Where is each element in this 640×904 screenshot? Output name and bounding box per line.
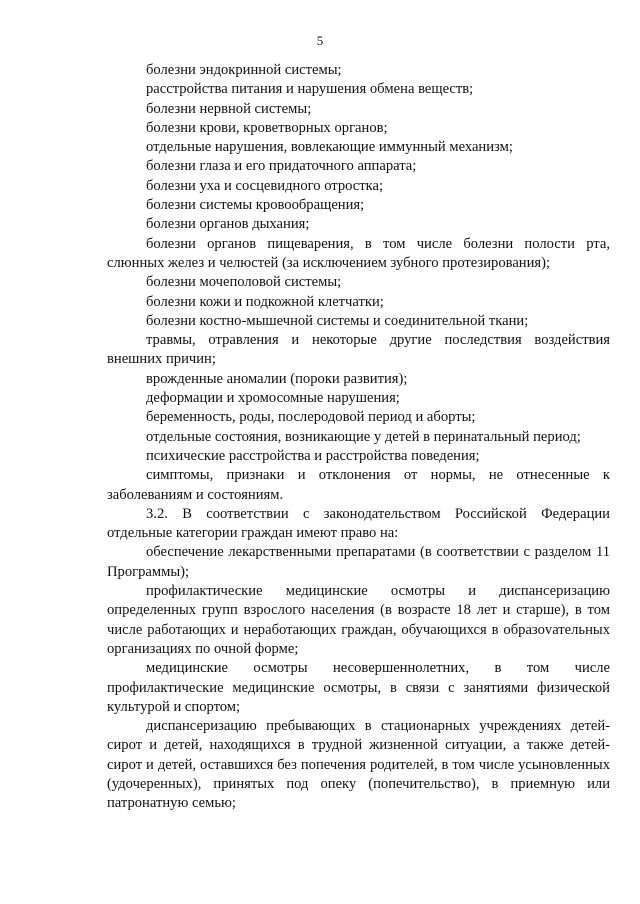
list-item-genitourinary: болезни мочеполовой системы; [146,274,342,291]
list-item-symptoms: симптомы, признаки и отклонения от нормы, не отнесенные к заболеваниям и состояниям. [107,467,610,503]
list-item-musculoskeletal: болезни костно-мышечной системы и соединительной ткани; [146,312,529,329]
list-item-pregnancy: беременность, роды, послеродовой период и аборты; [146,409,476,426]
list-item-respiratory: болезни органов дыхания; [146,216,310,233]
page-number: 5 [316,33,324,48]
list-item-chromosomal: деформации и хромосомные нарушения; [146,390,400,407]
list-item-congenital: врожденные аномалии (пороки развития); [146,370,408,387]
list-item-nutrition: расстройства питания и нарушения обмена веществ; [146,81,474,98]
list-item-mental: психические расстройства и расстройства поведения; [146,447,480,464]
list-item-circulatory: болезни системы кровообращения; [146,197,365,214]
list-item-perinatal: отдельные состояния, возникающие у детей в перинатальный период; [146,428,581,445]
list-item-digestive: болезни органов пищеварения, в том числе болезни полости рта, слюнных желез и челюстей (за исключением зубного протезирования); [107,235,610,271]
right-medicines: обеспечение лекарственными препаратами (в соответствии с разделом 11 Программы); [107,544,610,580]
list-item-injuries: травмы, отравления и некоторые другие последствия воздействия внешних причин; [107,332,610,368]
list-item-blood: болезни крови, кроветворных органов; [146,119,388,136]
list-item-endocrine: болезни эндокринной системы; [146,62,342,78]
list-item-skin: болезни кожи и подкожной клетчатки; [146,293,384,310]
list-item-nervous: болезни нервной системы; [146,100,312,117]
document-body [107,61,610,814]
list-item-eye: болезни глаза и его придаточного аппарата; [146,158,417,175]
list-item-ear: болезни уха и сосцевидного отростка; [146,177,384,194]
right-minor-checkups: медицинские осмотры несовершеннолетних, в том числе профилактические медицинские осмотры, в связи с занятиями физической культурой и спортом; [107,660,610,715]
right-orphan-checkups: диспансеризацию пребывающих в стационарных учреждениях детей-сирот и детей, находящихся в трудной жизненной ситуации, а также детей-сирот и детей, оставшихся без попечения родителей, в том числе усыновленных (удочеренных), принятых под опеку (попечительство), в приемную или патронатную семью; [107,718,610,812]
section-3-2-intro: 3.2. В соответствии с законодательством Российской Федерации отдельные категории граждан имеют право на: [107,505,610,542]
right-adult-checkups: профилактические медицинские осмотры и диспансеризацию определенных групп взрослого населения (в возрасте 18 лет и старше), в том числе работающих и неработающих граждан, обучающихся в образоvательных организациях по очной форме; [107,583,610,657]
list-item-immune: отдельные нарушения, вовлекающие иммунный механизм; [146,139,513,156]
